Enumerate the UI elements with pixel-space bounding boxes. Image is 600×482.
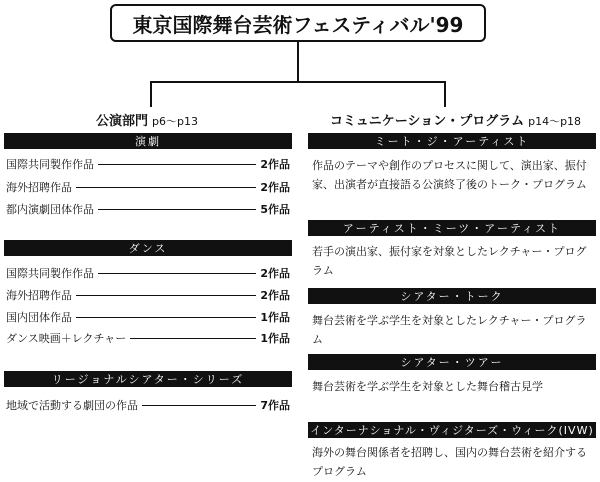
section-description: 舞台芸術を学ぶ学生を対象とした舞台稽古見学 bbox=[312, 380, 543, 393]
item-count: 7作品 bbox=[260, 399, 290, 412]
list-item bbox=[6, 331, 290, 345]
section-header-theatre-talk: シアター・トーク bbox=[308, 288, 596, 304]
section-header-dance: ダンス bbox=[4, 240, 292, 256]
section-header-meet-the-artist: ミート・ジ・アーティスト bbox=[308, 133, 596, 149]
item-label: 国際共同製作作品 bbox=[6, 267, 94, 280]
item-count: 1作品 bbox=[260, 332, 290, 345]
right-drop-line bbox=[444, 81, 446, 107]
left-drop-line bbox=[150, 81, 152, 107]
item-count: 2作品 bbox=[260, 158, 290, 171]
item-count: 5作品 bbox=[260, 203, 290, 216]
leader-line bbox=[76, 295, 256, 296]
performance-pages: p6〜p13 bbox=[152, 115, 198, 128]
item-label: 国際共同製作作品 bbox=[6, 158, 94, 171]
leader-line bbox=[98, 209, 256, 210]
section-header-artist-meets-artist: アーティスト・ミーツ・アーティスト bbox=[308, 220, 596, 236]
branch-line bbox=[150, 81, 446, 83]
list-item bbox=[6, 398, 290, 412]
item-count: 2作品 bbox=[260, 289, 290, 302]
list-item bbox=[6, 266, 290, 280]
list-item bbox=[6, 180, 290, 194]
section-description: 作品のテーマや創作のプロセスに関して、演出家、振付家、出演者が直接語る公演終了後のトーク・プログラム bbox=[312, 159, 587, 191]
item-label: 海外招聘作品 bbox=[6, 289, 72, 302]
performance-heading bbox=[96, 110, 198, 129]
item-label: 地域で活動する劇団の作品 bbox=[6, 399, 138, 412]
item-count: 1作品 bbox=[260, 311, 290, 324]
section-header-theatre-tour: シアター・ツアー bbox=[308, 354, 596, 370]
item-label: 都内演劇団体作品 bbox=[6, 203, 94, 216]
item-label: 海外招聘作品 bbox=[6, 181, 72, 194]
item-count: 2作品 bbox=[260, 267, 290, 280]
section-header-regional: リージョナルシアター・シリーズ bbox=[4, 371, 292, 387]
communication-pages: p14〜p18 bbox=[528, 115, 582, 128]
section-header-theatre: 演劇 bbox=[4, 133, 292, 149]
section-header-ivw: インターナショナル・ヴィジターズ・ウィーク(IVW) bbox=[308, 422, 596, 438]
section-description: 若手の演出家、振付家を対象としたレクチャー・プログラム bbox=[312, 245, 587, 277]
leader-line bbox=[76, 187, 256, 188]
festival-title: 東京国際舞台芸術フェスティバル'99 bbox=[110, 4, 486, 42]
section-description: 舞台芸術を学ぶ学生を対象としたレクチャー・プログラム bbox=[312, 314, 587, 346]
performance-heading-label: 公演部門 bbox=[96, 114, 149, 129]
list-item bbox=[6, 157, 290, 171]
leader-line bbox=[98, 273, 256, 274]
leader-line bbox=[142, 405, 256, 406]
item-label: 国内団体作品 bbox=[6, 311, 72, 324]
item-count: 2作品 bbox=[260, 181, 290, 194]
leader-line bbox=[76, 317, 256, 318]
communication-heading-label: コミュニケーション・プログラム bbox=[330, 114, 525, 129]
leader-line bbox=[98, 164, 256, 165]
item-label: ダンス映画＋レクチャー bbox=[6, 332, 127, 345]
section-description: 海外の舞台関係者を招聘し、国内の舞台芸術を紹介するプログラム bbox=[312, 446, 587, 478]
communication-heading bbox=[330, 110, 581, 129]
leader-line bbox=[130, 338, 256, 339]
trunk-line bbox=[297, 42, 299, 82]
list-item bbox=[6, 310, 290, 324]
list-item bbox=[6, 288, 290, 302]
list-item bbox=[6, 202, 290, 216]
